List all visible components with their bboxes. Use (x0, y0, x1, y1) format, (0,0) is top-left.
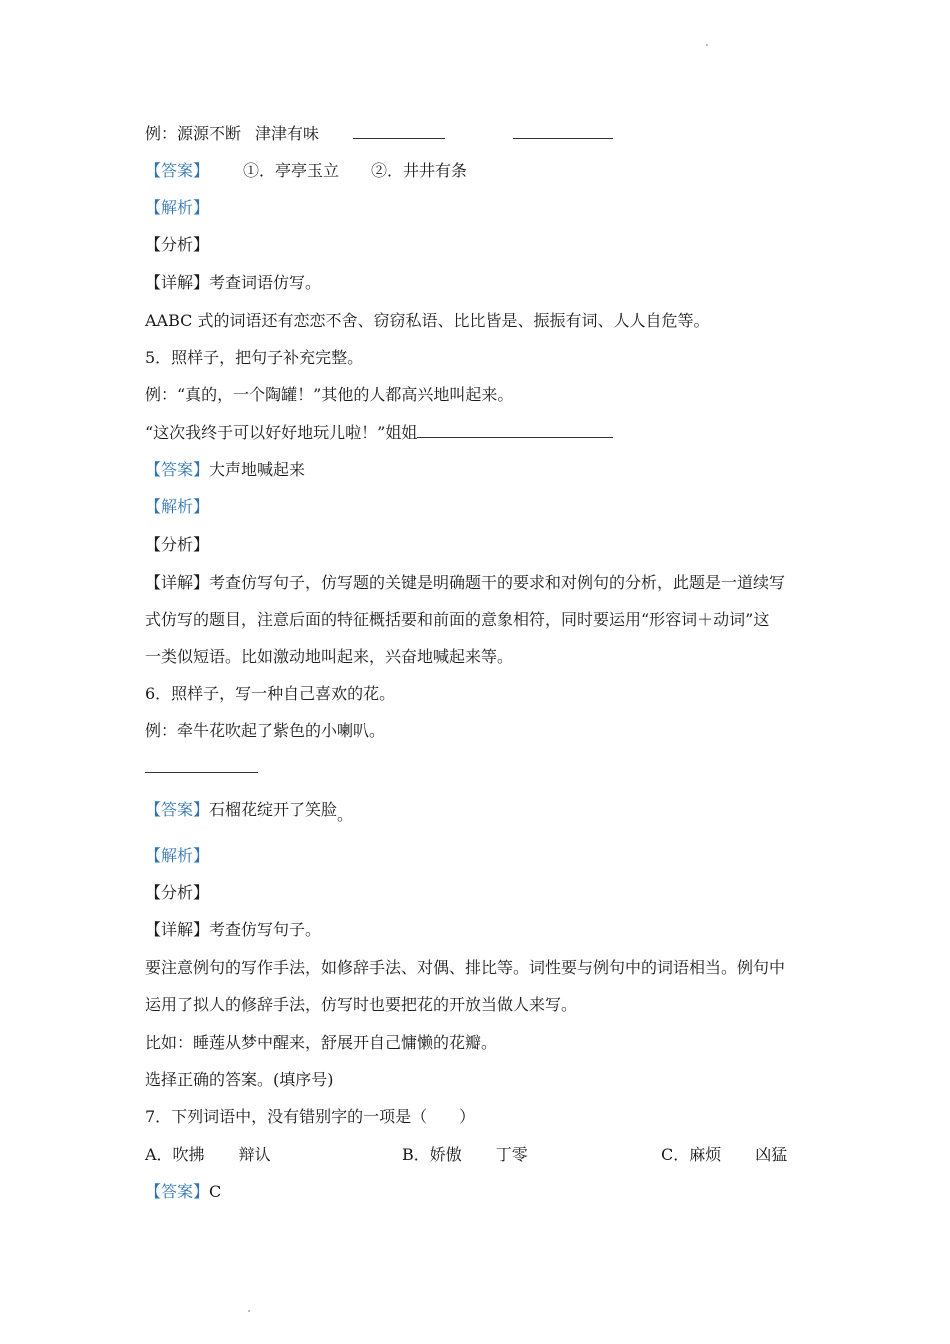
q4-answer-line: 【答案】 ①．亭亭玉立 ②．井井有条 (145, 161, 468, 180)
q5-title: 5．照样子，把句子补充完整。 (145, 348, 364, 367)
answer-tag: 【答案】 (145, 800, 210, 819)
fenxi-tag: 【分析】 (145, 883, 210, 902)
q7-answer-line: 【答案】C (145, 1182, 222, 1201)
q4-detail-line: 【详解】考查词语仿写。 (145, 273, 322, 292)
fill-blank[interactable] (353, 124, 445, 139)
q6-instruction: 选择正确的答案。(填序号) (145, 1070, 334, 1089)
q6-note-line-2: 运用了拟人的修辞手法，仿写时也要把花的开放当做人来写。 (145, 995, 578, 1014)
q5-detail-line-1: 【详解】考查仿写句子，仿写题的关键是明确题干的要求和对例句的分析，此题是一道续写 (145, 573, 786, 592)
q6-sample: 比如：睡莲从梦中醒来，舒展开自己慵懒的花瓣。 (145, 1033, 498, 1052)
q6-title: 6．照样子，写一种自己喜欢的花。 (145, 684, 396, 703)
fenxi-tag: 【分析】 (145, 235, 210, 254)
corner-dot (706, 44, 708, 46)
fill-blank[interactable] (513, 124, 613, 139)
analysis-tag: 【解析】 (145, 846, 210, 865)
q5-example: 例：“真的，一个陶罐！”其他的人都高兴地叫起来。 (145, 385, 514, 404)
q5-detail-line-2: 式仿写的题目，注意后面的特征概括要和前面的意象相符，同时要运用“形容词＋动词”这 (145, 610, 770, 629)
analysis-tag: 【解析】 (145, 198, 210, 217)
q7-title: 7．下列词语中，没有错别字的一项是（ ） (145, 1107, 476, 1126)
q4-example-line: 例：源源不断 津津有味 (145, 124, 613, 144)
answer-tag: 【答案】 (145, 1182, 210, 1201)
q4-explanation: AABC 式的词语还有恋恋不舍、窃窃私语、比比皆是、振振有词、人人自危等。 (145, 311, 710, 330)
option-b[interactable]: B．娇傲 丁零 (402, 1145, 528, 1164)
fenxi-tag: 【分析】 (145, 535, 210, 554)
answer-tag: 【答案】 (145, 460, 210, 479)
q6-example: 例：牵牛花吹起了紫色的小喇叭。 (145, 721, 386, 740)
option-a[interactable]: A．吹拂 辩认 (145, 1145, 271, 1164)
q6-note-line-1: 要注意例句的写作手法，如修辞手法、对偶、排比等。词性要与例句中的词语相当。例句中 (145, 958, 786, 977)
q5-answer-line: 【答案】大声地喊起来 (145, 460, 306, 479)
analysis-tag: 【解析】 (145, 497, 210, 516)
fill-blank[interactable] (417, 423, 613, 438)
q6-detail-line: 【详解】考查仿写句子。 (145, 920, 322, 939)
q6-blank-line (145, 758, 258, 778)
q5-prompt-line: “这次我终于可以好好地玩儿啦！”姐姐 (145, 423, 613, 443)
q6-answer-line: 【答案】石榴花绽开了笑脸。 (145, 800, 354, 824)
footer-dot (248, 1310, 250, 1312)
answer-tag: 【答案】 (145, 161, 210, 180)
fill-blank[interactable] (145, 758, 258, 773)
q5-detail-line-3: 一类似短语。比如激动地叫起来，兴奋地喊起来等。 (145, 647, 514, 666)
option-c[interactable]: C．麻烦 凶猛 (661, 1145, 788, 1164)
q7-options (145, 1145, 845, 1165)
